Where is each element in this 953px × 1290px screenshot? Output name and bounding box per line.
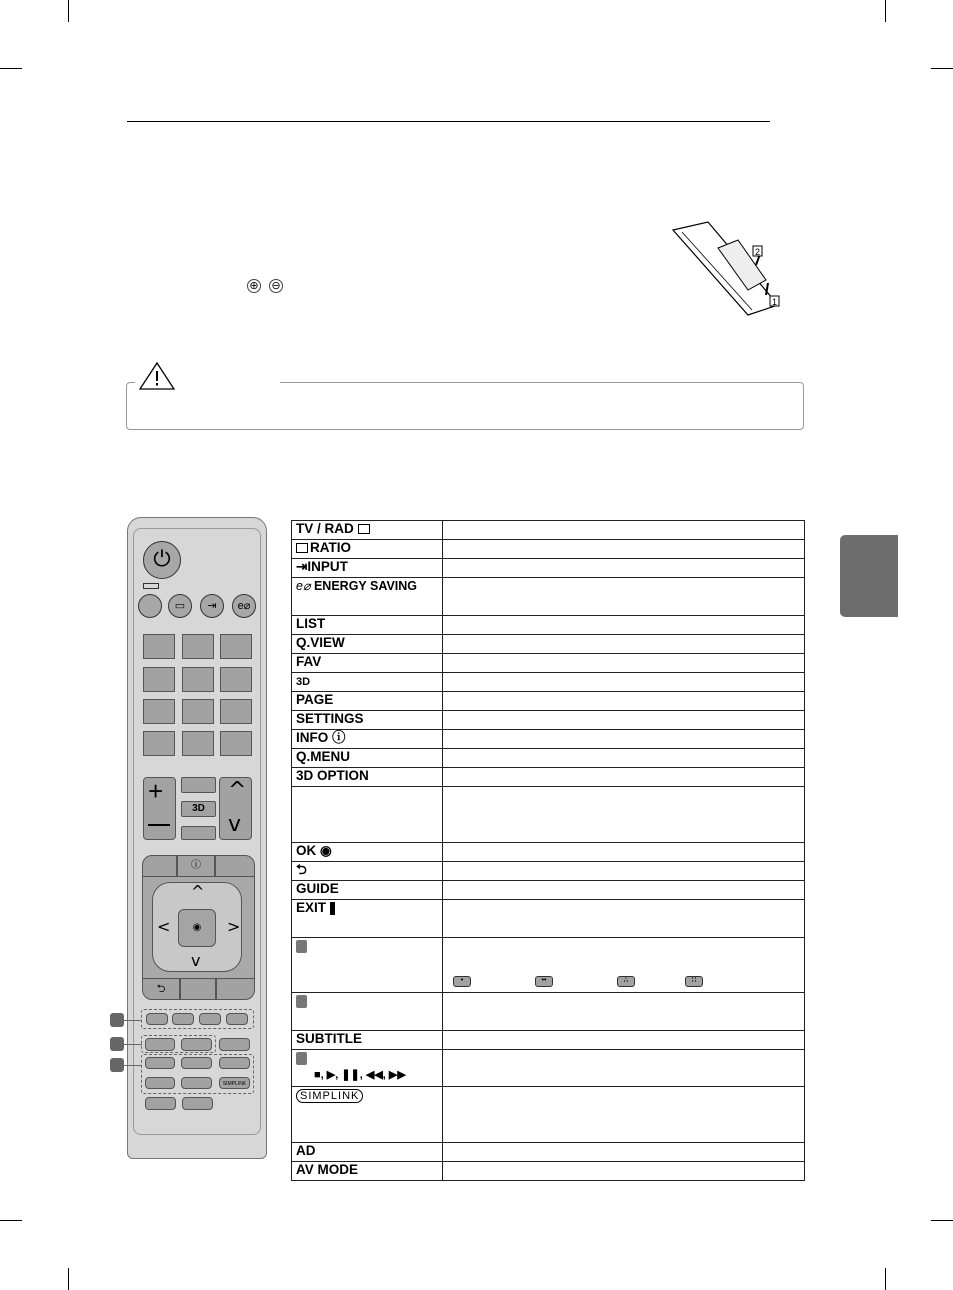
table-key-cell [292, 993, 443, 1031]
table-row [292, 578, 805, 616]
table-row [292, 993, 805, 1031]
table-key: SUBTITLE [296, 1031, 362, 1046]
simplink-icon: SIMPLINK [296, 1089, 363, 1103]
table-row [292, 540, 805, 559]
table-desc-cell [443, 1087, 805, 1143]
table-desc-cell [443, 654, 805, 673]
table-key-cell [292, 938, 443, 993]
table-key-cell [292, 559, 443, 578]
yellow-key-icon: ∴ [617, 976, 635, 987]
exit-button[interactable] [216, 978, 255, 1000]
table-desc-cell [443, 993, 805, 1031]
table-key: OK ◉ [296, 843, 332, 858]
red-button[interactable] [146, 1013, 168, 1025]
power-button[interactable]: ⏻ [143, 541, 181, 579]
table-desc-cell [443, 616, 805, 635]
table-key-cell [292, 1050, 443, 1087]
energy-saving-icon: e⌀ [296, 579, 311, 593]
table-key-cell [292, 862, 443, 881]
table-row [292, 787, 805, 843]
blue-button[interactable] [226, 1013, 248, 1025]
volume-rocker[interactable] [143, 777, 176, 840]
table-key-cell [292, 881, 443, 900]
table-desc-cell [443, 673, 805, 692]
ratio-icon: ▭ [174, 600, 186, 612]
callout-3 [110, 1058, 124, 1072]
text-button[interactable] [145, 1038, 175, 1051]
table-desc-cell [443, 559, 805, 578]
table-key-cell [292, 692, 443, 711]
table-desc-cell [443, 1143, 805, 1162]
crop-mark [68, 1268, 69, 1290]
table-desc-cell [443, 938, 805, 993]
crop-mark [68, 0, 69, 22]
tv-rad-mini-icon [143, 583, 159, 589]
table-key: FAV [296, 654, 322, 669]
table-key: AV MODE [296, 1162, 359, 1177]
table-desc-cell [443, 881, 805, 900]
table-row [292, 711, 805, 730]
green-button[interactable] [172, 1013, 194, 1025]
table-key-cell [292, 521, 443, 540]
pause-button[interactable] [219, 1057, 250, 1069]
callout-line [124, 1020, 142, 1021]
number-button[interactable] [182, 699, 214, 724]
number-button[interactable] [220, 667, 252, 692]
table-key: ENERGY SAVING [313, 579, 418, 593]
crop-mark [885, 0, 886, 22]
3d-label: 3D [192, 803, 205, 814]
table-row [292, 1031, 805, 1050]
callout-2-icon [296, 995, 307, 1008]
table-key: GUIDE [296, 881, 339, 896]
caution-box [126, 382, 804, 430]
table-desc-cell [443, 692, 805, 711]
number-button[interactable] [143, 634, 175, 659]
plus-icon: ⊕ [247, 279, 261, 293]
energy-saving-button[interactable] [232, 594, 256, 618]
table-key-cell [292, 730, 443, 749]
ok-button[interactable] [178, 909, 216, 947]
tv-rad-button[interactable] [138, 594, 162, 618]
table-key: SETTINGS [296, 711, 364, 726]
table-key: 3D OPTION [296, 768, 369, 783]
callout-line [124, 1044, 142, 1045]
volume-up-icon: + [148, 776, 164, 806]
number-button[interactable] [220, 699, 252, 724]
table-key: EXIT [296, 900, 327, 915]
number-button[interactable] [143, 667, 175, 692]
number-button[interactable] [182, 634, 214, 659]
table-row [292, 1143, 805, 1162]
battery-cover-illustration [668, 220, 788, 320]
table-key: PAGE [296, 692, 334, 707]
number-button[interactable] [220, 634, 252, 659]
table-key-cell [292, 654, 443, 673]
table-desc-cell [443, 730, 805, 749]
3d-button[interactable] [181, 801, 216, 817]
list-button[interactable] [143, 731, 175, 756]
table-row [292, 559, 805, 578]
table-key-cell [292, 1162, 443, 1181]
table-desc-cell [443, 768, 805, 787]
table-key: LIST [296, 616, 326, 631]
blue-key-icon: ∷ [685, 976, 703, 987]
arrow-down-icon[interactable]: v [191, 951, 201, 970]
number-button[interactable] [182, 731, 214, 756]
crop-mark [885, 1268, 886, 1290]
back-button[interactable] [142, 978, 180, 1000]
ratio-icon [296, 543, 308, 553]
table-row [292, 862, 805, 881]
mute-button[interactable] [181, 826, 216, 840]
table-desc-cell [443, 711, 805, 730]
table-row [292, 654, 805, 673]
crop-mark [0, 1220, 22, 1221]
table-row [292, 938, 805, 993]
q-view-button[interactable] [220, 731, 252, 756]
av-mode-button[interactable] [182, 1097, 213, 1110]
yellow-button[interactable] [199, 1013, 221, 1025]
minus-icon: ⊖ [269, 279, 283, 293]
table-row [292, 900, 805, 938]
input-icon: ⇥ [207, 600, 217, 612]
step-2-label: 2 [755, 247, 761, 257]
table-row [292, 730, 805, 749]
number-button[interactable] [143, 699, 175, 724]
fast-forward-button[interactable] [181, 1077, 212, 1089]
table-key: TV / RAD [296, 521, 354, 536]
settings-button[interactable] [142, 855, 177, 877]
table-key-cell [292, 578, 443, 616]
table-key-cell [292, 1031, 443, 1050]
table-desc-cell [443, 521, 805, 540]
callout-1 [110, 1013, 124, 1027]
tv-radio-icon [358, 524, 370, 534]
table-key: RATIO [310, 540, 351, 555]
table-row [292, 1087, 805, 1143]
table-key: Q.VIEW [296, 635, 345, 650]
number-button[interactable] [182, 667, 214, 692]
back-icon: ⮌ [296, 862, 307, 877]
table-key-cell [292, 673, 443, 692]
volume-down-icon [148, 824, 170, 826]
table-row [292, 616, 805, 635]
exit-icon [330, 902, 335, 915]
3d-icon: 3D [296, 676, 311, 688]
back-icon: ⮌ [156, 983, 166, 995]
table-row [292, 881, 805, 900]
t-opt-button[interactable] [181, 1038, 212, 1051]
energy-saving-icon: e⌀ [237, 600, 251, 612]
arrow-right-icon[interactable]: > [227, 917, 241, 936]
callout-3-icon [296, 1052, 307, 1065]
table-key: INPUT [307, 559, 348, 574]
ratio-button[interactable] [168, 594, 192, 618]
arrow-up-icon[interactable]: ^ [191, 882, 205, 901]
ad-button[interactable] [145, 1097, 176, 1110]
simplink-label: SIMPLINK [222, 1081, 247, 1087]
table-key-cell [292, 635, 443, 654]
rewind-button[interactable] [145, 1077, 175, 1089]
table-row [292, 843, 805, 862]
fav-button[interactable] [181, 777, 216, 793]
table-row [292, 521, 805, 540]
table-desc-cell [443, 540, 805, 559]
table-desc-cell [443, 1031, 805, 1050]
table-row [292, 635, 805, 654]
table-key: INFO ⓘ [296, 730, 346, 745]
callout-line [124, 1065, 142, 1066]
chevron-down-icon: v [228, 812, 242, 837]
remote-function-table [291, 520, 805, 1181]
table-row [292, 1050, 805, 1087]
table-key-cell [292, 711, 443, 730]
table-desc-cell [443, 749, 805, 768]
table-key-cell [292, 749, 443, 768]
q-menu-button[interactable] [215, 855, 255, 877]
ok-icon: ◉ [192, 922, 202, 933]
red-key-icon: • [453, 976, 471, 987]
table-desc-cell [443, 578, 805, 616]
table-desc-cell [443, 1050, 805, 1087]
table-desc-cell [443, 787, 805, 843]
callout-2 [110, 1037, 124, 1051]
table-row [292, 692, 805, 711]
crop-mark [931, 1220, 953, 1221]
table-key-cell [292, 768, 443, 787]
table-key-cell [292, 843, 443, 862]
table-key: Q.MENU [296, 749, 350, 764]
stop-button[interactable] [145, 1057, 175, 1069]
table-desc-cell [443, 900, 805, 938]
crop-mark [931, 68, 953, 69]
step-1-label: 1 [772, 297, 778, 307]
simplink-button[interactable] [219, 1077, 250, 1089]
table-key-cell [292, 616, 443, 635]
table-row [292, 673, 805, 692]
playback-icon: ■, ▶, ❚❚, ◀◀, ▶▶ [314, 1069, 406, 1081]
table-key-cell [292, 787, 443, 843]
info-button[interactable] [177, 855, 215, 877]
info-icon: ⓘ [191, 860, 201, 871]
header-rule [127, 121, 770, 122]
input-icon: ⇥ [296, 559, 308, 574]
table-desc-cell [443, 635, 805, 654]
warning-triangle-icon [138, 361, 176, 391]
table-key-cell [292, 1143, 443, 1162]
callout-1-icon [296, 940, 307, 953]
table-key-cell [292, 540, 443, 559]
table-key-cell [292, 1087, 443, 1143]
crop-mark [0, 68, 22, 69]
table-desc-cell [443, 1162, 805, 1181]
play-button[interactable] [181, 1057, 212, 1069]
guide-button[interactable] [180, 978, 216, 1000]
input-button[interactable] [200, 594, 224, 618]
table-key-cell [292, 900, 443, 938]
programme-rocker[interactable] [219, 777, 252, 840]
table-key: AD [296, 1143, 316, 1158]
table-row [292, 749, 805, 768]
arrow-left-icon[interactable]: < [157, 917, 171, 936]
table-row [292, 1162, 805, 1181]
chevron-up-icon: ^ [228, 778, 247, 803]
section-tab [840, 535, 898, 617]
subtitle-button[interactable] [219, 1038, 250, 1051]
table-desc-cell [443, 843, 805, 862]
polarity-symbols [247, 277, 291, 293]
table-row [292, 768, 805, 787]
green-key-icon: •• [535, 976, 553, 987]
table-desc-cell [443, 862, 805, 881]
